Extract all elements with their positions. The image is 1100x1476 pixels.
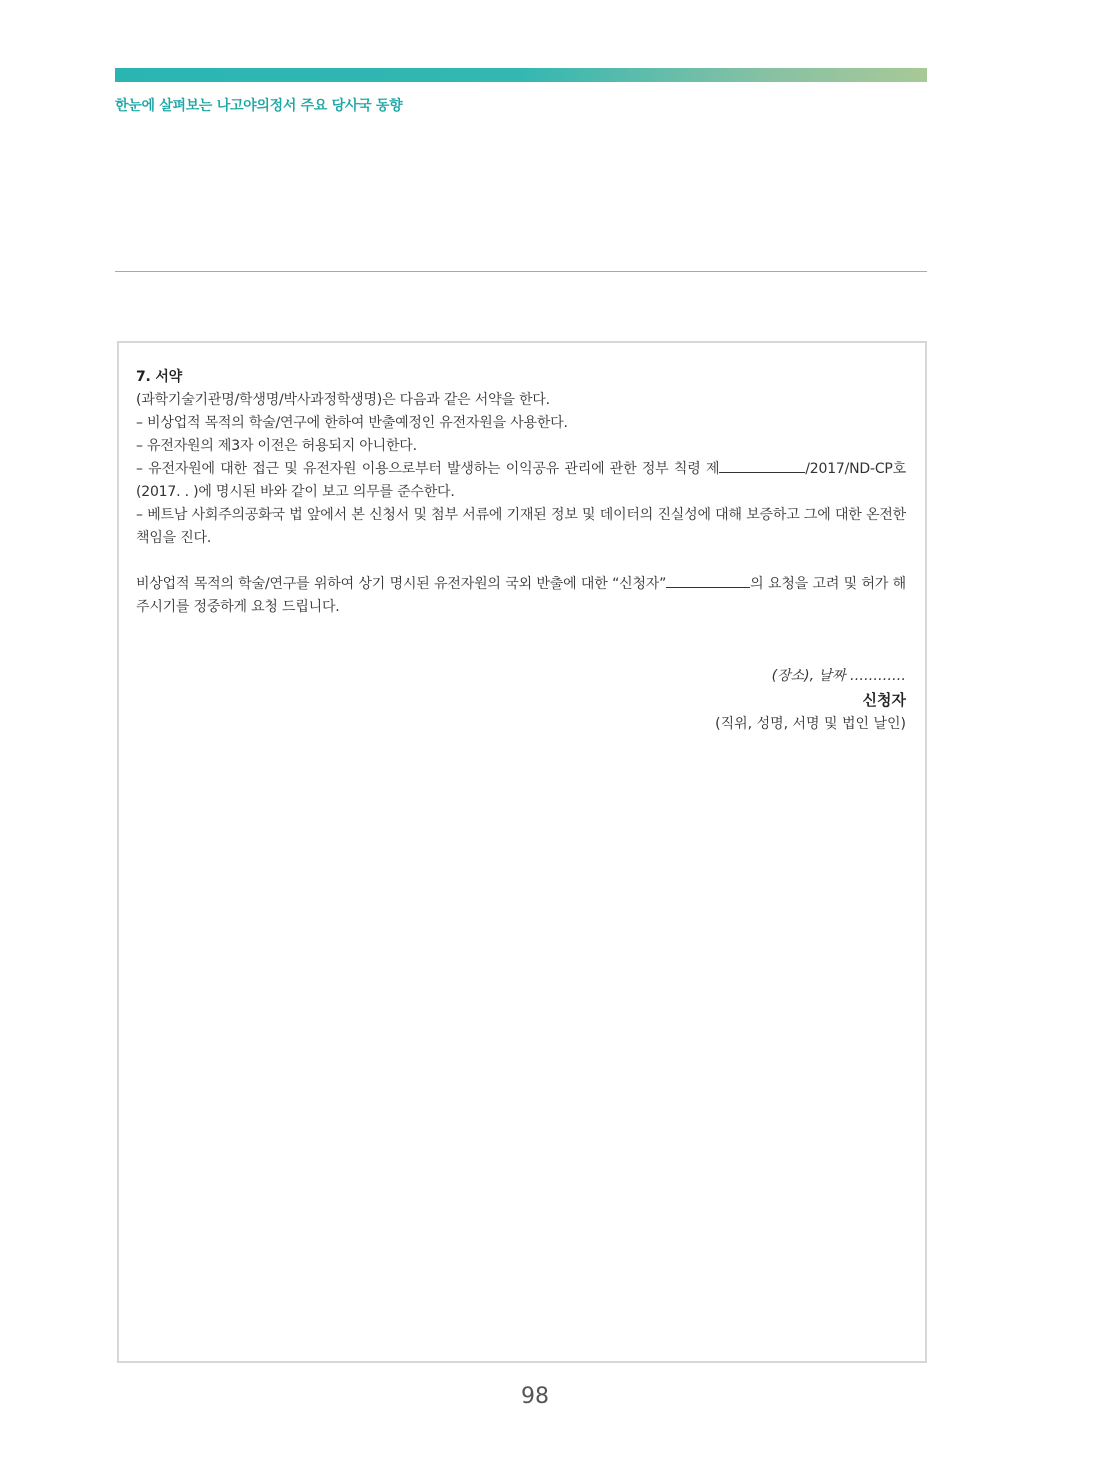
section-title: 7. 서약: [136, 369, 182, 385]
applicant-label: 신청자: [862, 691, 906, 709]
pledge-item-1: – 비상업적 목적의 학술/연구에 한하여 반출예정인 유전자원을 사용한다.: [136, 415, 568, 431]
pledge-item-4: – 베트남 사회주의공화국 법 앞에서 본 신청서 및 첨부 서류에 기재된 정보 및 데이터의 진실성에 대해 보증하고 그에 대한 온전한 책임을 진다.: [136, 507, 906, 546]
place-date-line: (장소), 날짜 …………: [771, 668, 906, 684]
pledge-item-3-text-after: /2017/ND-CP호(2017. . )에 명시된 바와 같이 보고 의무를 준수한다.: [136, 461, 906, 500]
running-title: 한눈에 살펴보는 나고야의정서 주요 당사국 동향: [115, 98, 403, 114]
request-paragraph: [136, 573, 906, 619]
decree-number-blank: [719, 458, 805, 473]
pledge-section: [136, 366, 906, 619]
applicant-name-blank: [666, 573, 750, 588]
page-number: 98: [521, 1384, 549, 1409]
pledge-item-2: – 유전자원의 제3자 이전은 허용되지 아니한다.: [136, 438, 417, 454]
pledge-item-3: [136, 458, 906, 504]
request-text-after: 의 요청을 고려 및 허가 해 주시기를 정중하게 요청 드립니다.: [136, 576, 906, 615]
pledge-intro: (과학기술기관명/학생명/박사과정학생명)은 다음과 같은 서약을 한다.: [136, 392, 550, 408]
signature-details: (직위, 성명, 서명 및 법인 날인): [715, 716, 906, 732]
signature-block: [715, 664, 906, 736]
request-text-before: 비상업적 목적의 학술/연구를 위하여 상기 명시된 유전자원의 국외 반출에 대한 “신청자”: [136, 576, 667, 592]
spacer: [136, 550, 906, 573]
header-divider: [115, 271, 927, 272]
header-color-bar: [115, 68, 927, 82]
pledge-item-3-text-before: – 유전자원에 대한 접근 및 유전자원 이용으로부터 발생하는 이익공유 관리에 관한 정부 칙령 제: [136, 461, 720, 477]
